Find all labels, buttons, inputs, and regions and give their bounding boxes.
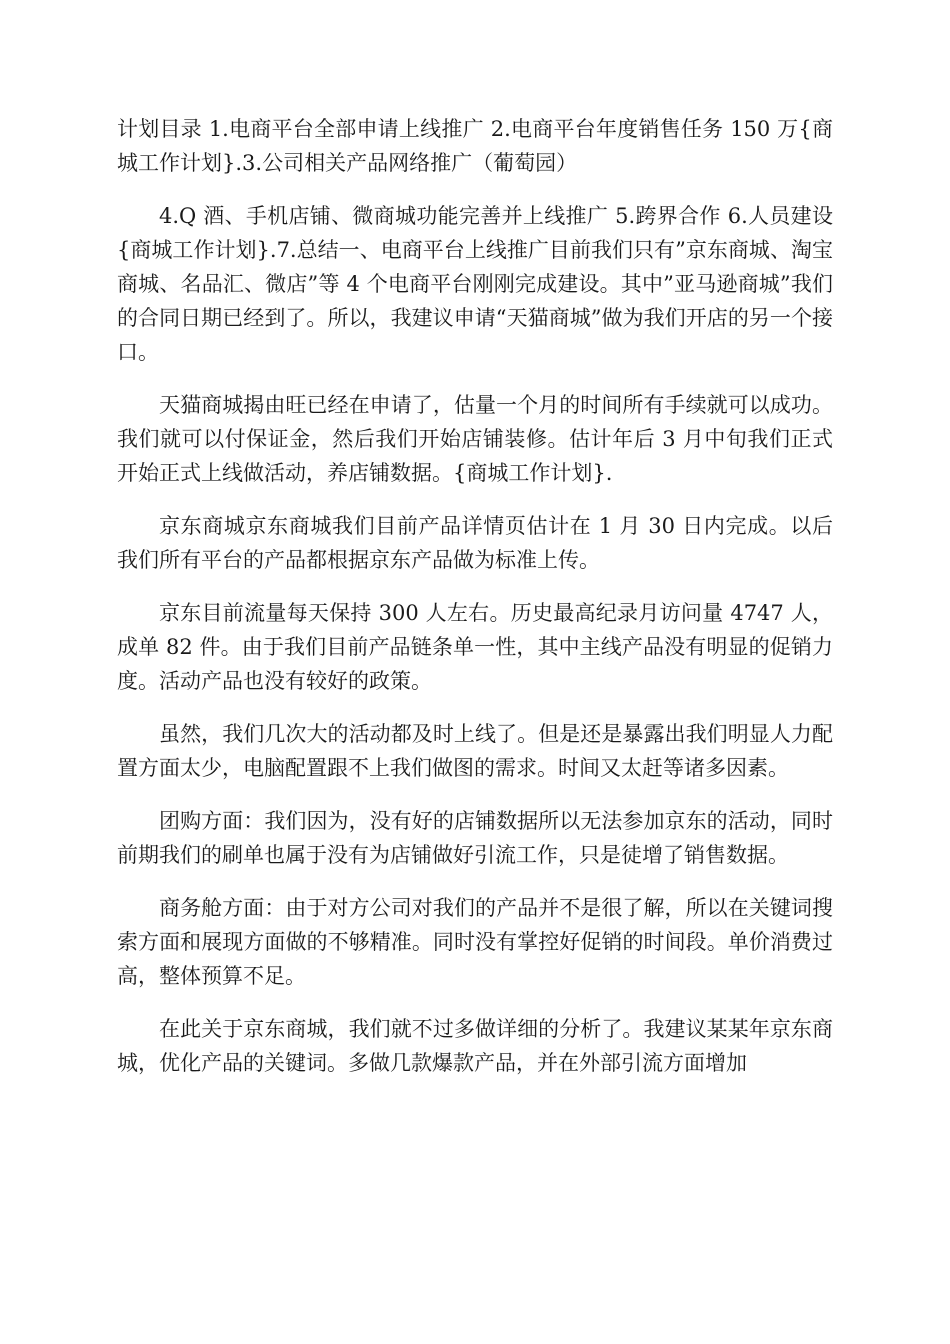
- paragraph-plan-outline: 计划目录 1.电商平台全部申请上线推广 2.电商平台年度销售任务 150 万{商城工作计划}.3.公司相关产品网络推广（葡萄园）: [117, 117, 833, 175]
- document-body: [117, 112, 833, 1099]
- paragraph-jd-product-pages: 京东商城京东商城我们目前产品详情页估计在 1 月 30 日内完成。以后我们所有平台的产品都根据京东产品做为标准上传。: [117, 514, 833, 572]
- paragraph-activities: 虽然，我们几次大的活动都及时上线了。但是还是暴露出我们明显人力配置方面太少，电脑配置跟不上我们做图的需求。时间又太赶等诸多因素。: [117, 722, 833, 780]
- paragraph-jd-traffic: 京东目前流量每天保持 300 人左右。历史最高纪录月访问量 4747 人，成单 82 件。由于我们目前产品链条单一性，其中主线产品没有明显的促销力度。活动产品也没有较好的政策。: [117, 601, 833, 693]
- paragraph-tmall: 天猫商城揭由旺已经在申请了，估量一个月的时间所有手续就可以成功。我们就可以付保证金，然后我们开始店铺装修。估计年后 3 月中旬我们正式开始正式上线做活动，养店铺数据。{商城工作计划}.: [117, 393, 833, 485]
- paragraph-jd-suggestion: 在此关于京东商城，我们就不过多做详细的分析了。我建议某某年京东商城，优化产品的关键词。多做几款爆款产品，并在外部引流方面增加: [117, 1017, 833, 1075]
- paragraph-platform-launch: 4.Q 酒、手机店铺、微商城功能完善并上线推广 5.跨界合作 6.人员建设{商城工作计划}.7.总结一、电商平台上线推广目前我们只有”京东商城、淘宝商城、名品汇、微店”等 4 个电商平台刚刚完成建设。其中”亚马逊商城”我们的合同日期已经到了。所以，我建议申请“天猫商城”做为我们开店的另一个接口。: [117, 204, 833, 364]
- paragraph-group-buying: 团购方面：我们因为，没有好的店铺数据所以无法参加京东的活动，同时前期我们的刷单也属于没有为店铺做好引流工作，只是徒增了销售数据。: [117, 809, 833, 867]
- paragraph-business-class: 商务舱方面：由于对方公司对我们的产品并不是很了解，所以在关键词搜索方面和展现方面做的不够精准。同时没有掌控好促销的时间段。单价消费过高，整体预算不足。: [117, 896, 833, 988]
